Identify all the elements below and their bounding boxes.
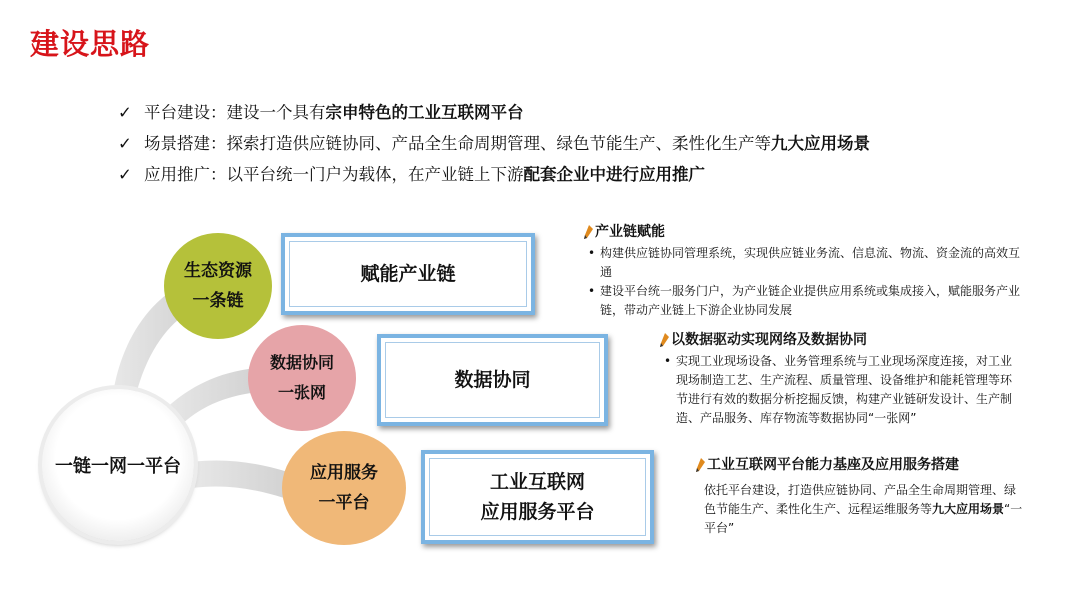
center-label: 一链一网一平台 <box>55 456 181 477</box>
info-item: • 实现工业现场设备、业务管理系统与工业现场深度连接，对工业现场制造工艺、生产流程、质量管理、设备维护和能耗管理等环节进行有效的数据分析挖掘反馈，构建产业链研发设计、生产制造、产品服务、库存物流等数据协同“一张网” <box>676 352 1020 428</box>
check-icon: ✓ <box>118 103 132 122</box>
circle-label: 生态资源 <box>184 261 252 281</box>
circle-label: 数据协同 <box>269 353 334 372</box>
frame-label <box>480 467 594 527</box>
data-collab-circle <box>248 325 356 431</box>
bullet-text: 场景搭建：探索打造供应链协同、产品全生命周期管理、绿色节能生产、柔性化生产等 <box>144 134 771 153</box>
info-item: • 构建供应链协同管理系统，实现供应链业务流、信息流、物流、资金流的高效互通 <box>600 244 1022 282</box>
frame-label-line: 工业互联网 <box>489 471 585 493</box>
info-heading-text: 工业互联网平台能力基座及应用服务搭建 <box>707 457 959 473</box>
frame-label <box>454 365 530 395</box>
center-circle <box>42 389 194 541</box>
frame-data-collab <box>377 334 608 426</box>
info-heading-text: 产业链赋能 <box>595 224 665 240</box>
bullet-highlight: 配套企业中进行应用推广 <box>523 165 705 184</box>
info-item: • 建设平台统一服务门户，为产业链企业提供应用系统或集成接入，赋能服务产业链，带动产业链上下游企业协同发展 <box>600 282 1022 320</box>
frame-label-line: 数据协同 <box>454 369 531 391</box>
bullet-text: 平台建设：建设一个具有 <box>144 103 326 122</box>
info-paragraph-text: “一平台” <box>704 502 1023 535</box>
circle-label: 一条链 <box>192 291 244 311</box>
info-heading-text: 以数据驱动实现网络及数据协同 <box>671 332 867 348</box>
info-block-data <box>660 330 1020 428</box>
circle-label: 一张网 <box>277 383 326 402</box>
pen-icon <box>660 333 669 347</box>
info-heading <box>660 330 1020 350</box>
bullet-highlight: 九大应用场景 <box>771 134 870 153</box>
spoke-app <box>190 460 288 498</box>
check-icon: ✓ <box>118 165 132 184</box>
bullet-text: 应用推广：以平台统一门户为载体，在产业链上下游 <box>144 165 524 184</box>
slide-title: 建设思路 <box>30 27 151 61</box>
info-block-chain <box>584 222 1022 320</box>
pen-icon <box>584 225 593 239</box>
info-paragraph-text: 依托平台建设，打造供应链协同、产品全生命周期管理、绿色节能生产、柔性化生产、远程运维服务等 <box>704 483 1017 516</box>
frame-label-line: 赋能产业链 <box>360 263 456 285</box>
app-service-circle <box>282 431 406 545</box>
info-paragraph-highlight: 九大应用场景 <box>932 502 1005 516</box>
circle-label: 一平台 <box>318 493 370 513</box>
check-icon: ✓ <box>118 134 132 153</box>
info-heading <box>696 455 1026 475</box>
frame-platform <box>421 450 654 544</box>
info-heading <box>584 222 1022 242</box>
frame-empower-chain <box>281 233 535 315</box>
pen-icon <box>696 458 705 472</box>
frame-label-line: 应用服务平台 <box>480 501 595 523</box>
info-block-platform <box>696 455 1026 538</box>
info-paragraph <box>704 481 1026 538</box>
circle-label: 应用服务 <box>310 463 378 483</box>
bullet-highlight: 宗申特色的工业互联网平台 <box>325 103 524 122</box>
frame-label <box>360 259 455 289</box>
eco-resource-circle <box>164 233 272 339</box>
